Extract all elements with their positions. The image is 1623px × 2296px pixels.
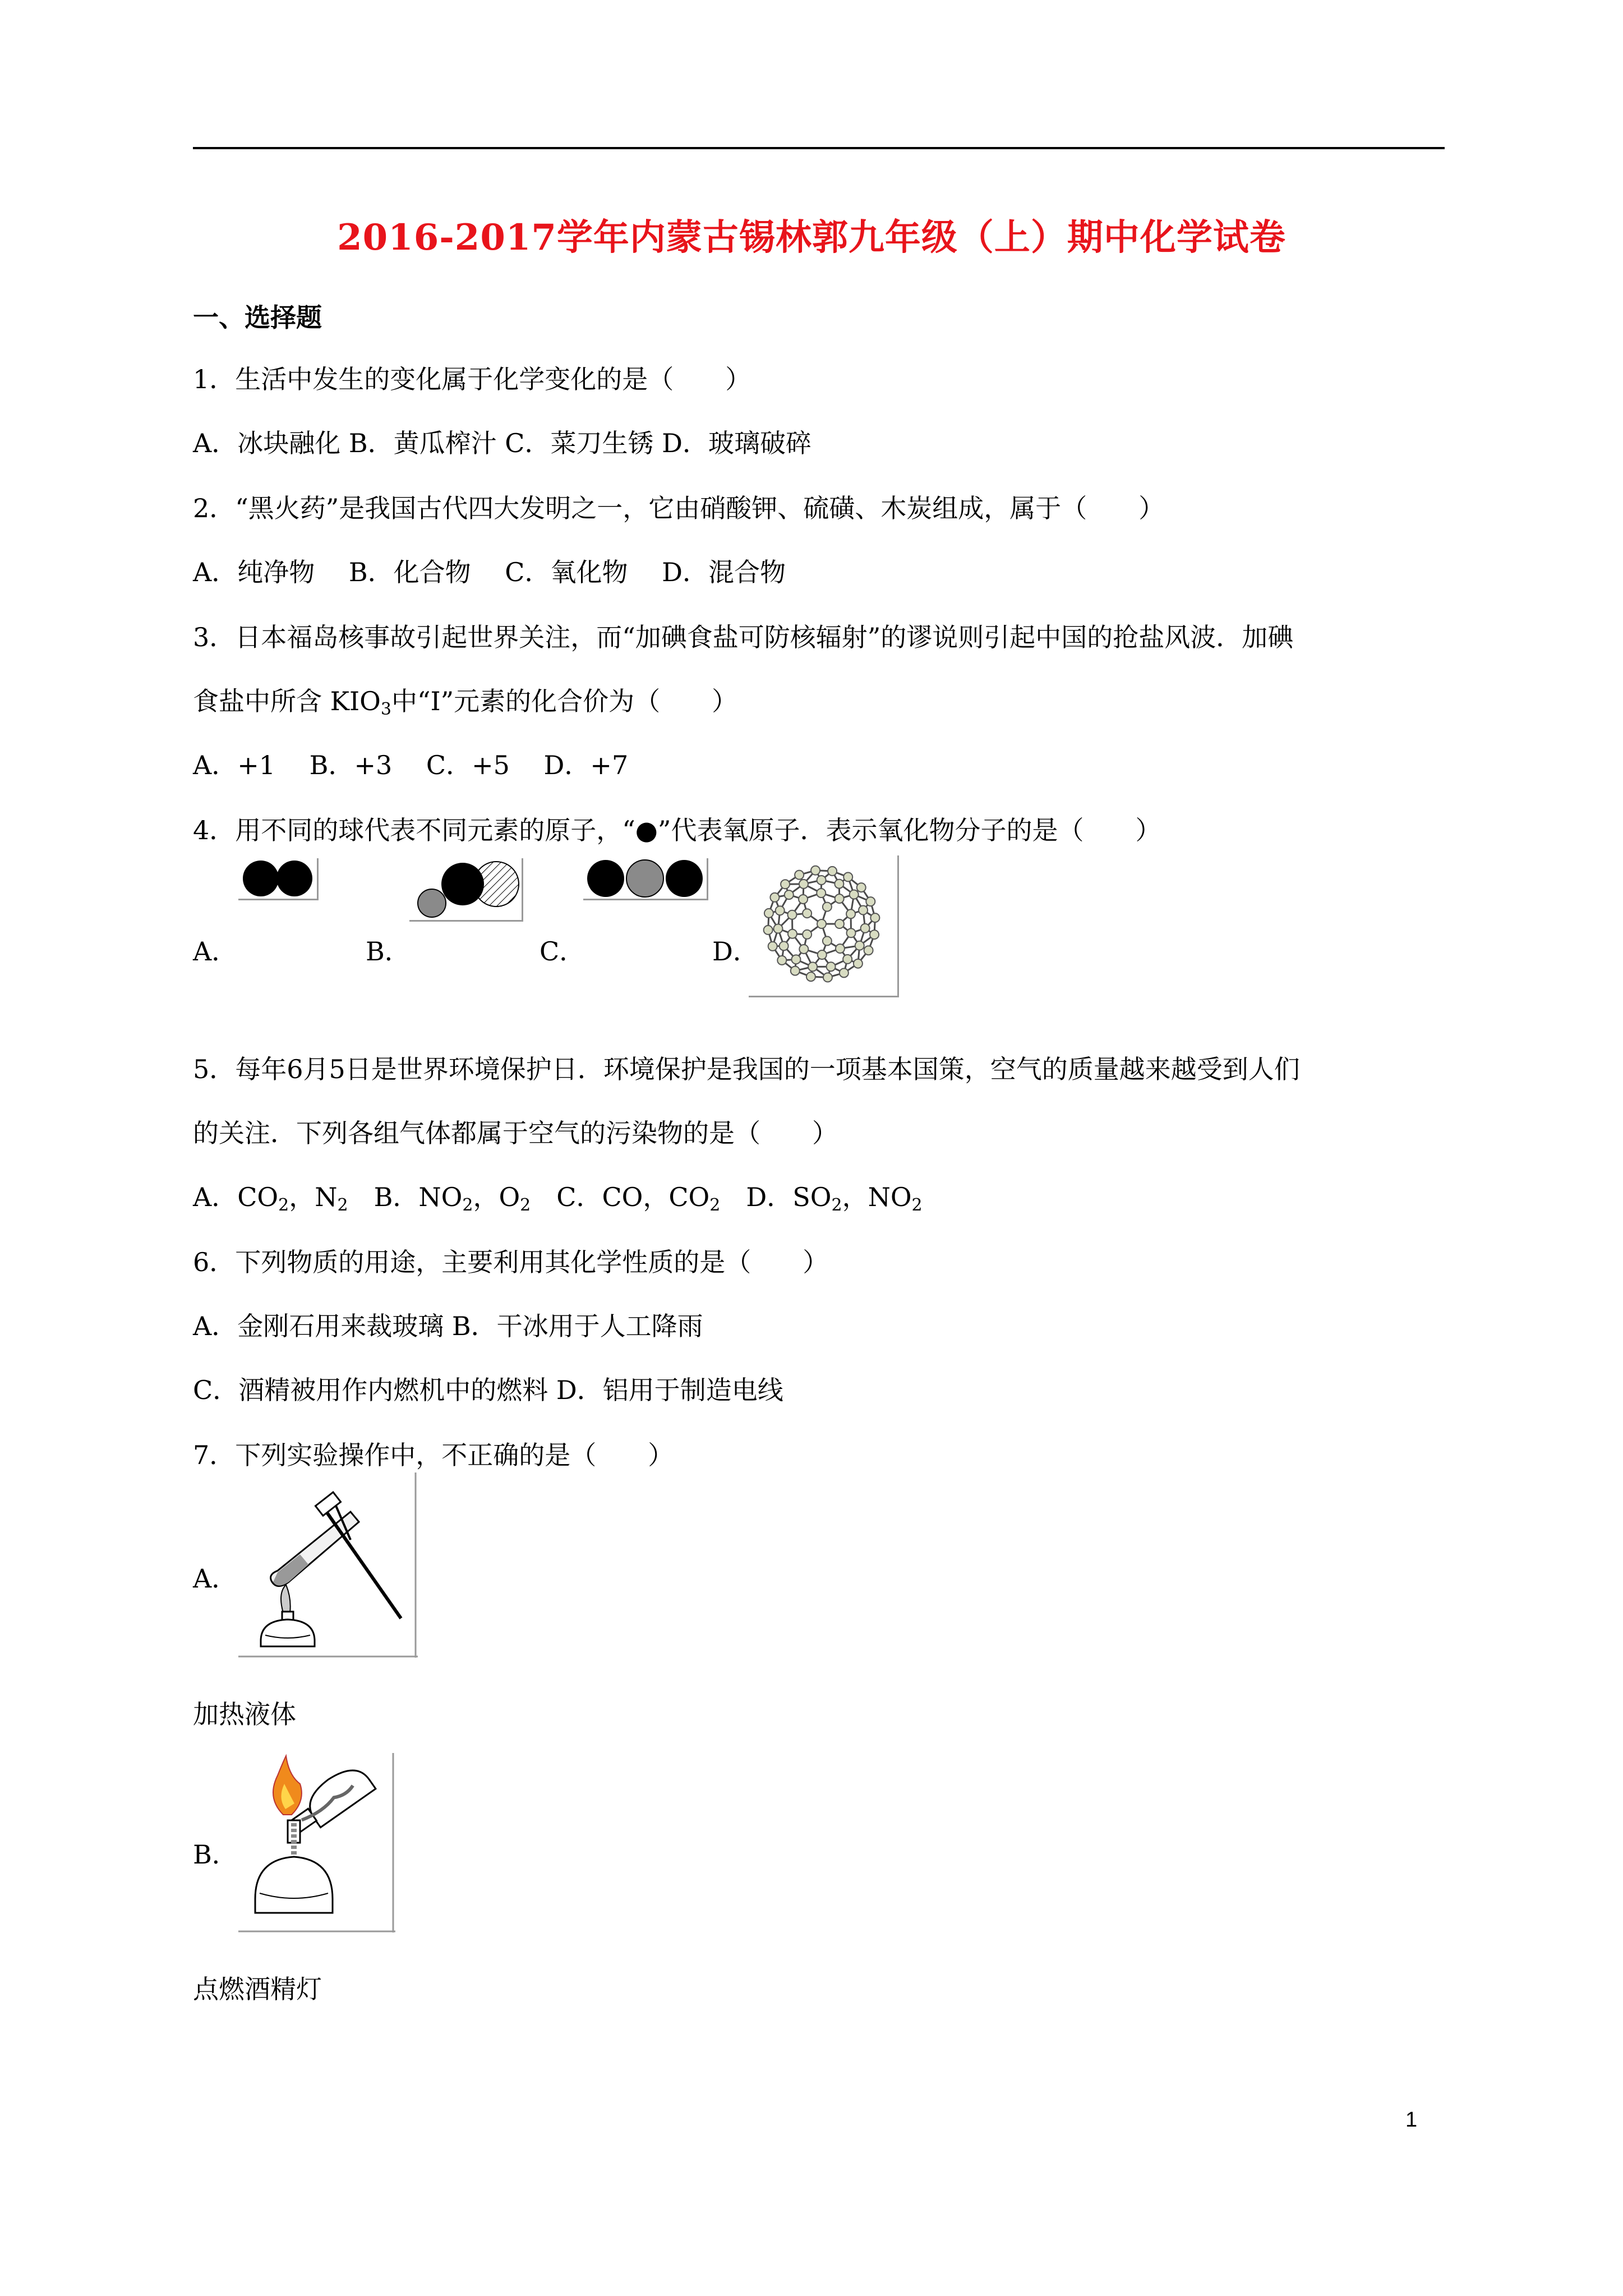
q3-stem-line1: 3．日本福岛核事故引起世界关注，而“加碘食盐可防核辐射”的谬说则引起中国的抢盐风波．加碘 xyxy=(193,622,1294,652)
q3-options: A．+1 B．+3 C．+5 D．+7 xyxy=(193,750,629,780)
q5-stem-line2: 的关注．下列各组气体都属于空气的污染物的是（ ） xyxy=(193,1118,838,1148)
q4-label-c: C． xyxy=(540,936,585,967)
q7-stem: 7．下列实验操作中，不正确的是（ ） xyxy=(193,1440,674,1470)
q4-stem: 4．用不同的球代表不同元素的原子，“●”代表氧原子．表示氧化物分子的是（ ） xyxy=(193,815,1161,845)
q7-label-b: B． xyxy=(193,1839,238,1870)
header-rule xyxy=(193,147,1445,149)
q2-stem: 2．“黑火药”是我国古代四大发明之一，它由硝酸钾、硫磺、木炭组成，属于（ ） xyxy=(193,493,1165,523)
q7-caption-a: 加热液体 xyxy=(193,1699,296,1729)
q7-figure-a xyxy=(238,1473,418,1658)
q6-stem: 6．下列物质的用途，主要利用其化学性质的是（ ） xyxy=(193,1247,829,1277)
q4-figure-c xyxy=(583,858,708,900)
page-number: 1 xyxy=(1405,2108,1418,2132)
q4-figure-b xyxy=(409,858,523,922)
q3-stem-line2: 食盐中所含 $KIO_3$中“I”元素的化合价为（ ） xyxy=(193,686,738,719)
q1-options: A．冰块融化 B．黄瓜榨汁 C．菜刀生锈 D．玻璃破碎 xyxy=(193,428,811,458)
q6-options-line1: A．金刚石用来裁玻璃 B．干冰用于人工降雨 xyxy=(193,1311,703,1341)
q7-label-a: A． xyxy=(193,1563,238,1594)
q4-label-a: A． xyxy=(193,936,238,967)
q1-stem: 1．生活中发生的变化属于化学变化的是（ ） xyxy=(193,364,751,394)
q5-options: A．$CO_2$，$N_2$ B．$NO_2$，$O_2$ C．CO，$CO_2$ D．$SO_2$，$NO_2$ xyxy=(193,1182,923,1215)
section-heading: 一、选择题 xyxy=(193,302,322,333)
q4-figure-d-c60 xyxy=(749,855,899,997)
q4-figure-a xyxy=(238,858,319,900)
q4-label-d: D． xyxy=(712,936,759,967)
q7-caption-b: 点燃酒精灯 xyxy=(193,1974,322,2004)
page-title: 2016-2017学年内蒙古锡林郭九年级（上）期中化学试卷 xyxy=(337,217,1286,259)
q6-options-line2: C．酒精被用作内燃机中的燃料 D．铝用于制造电线 xyxy=(193,1375,783,1405)
q5-stem-line1: 5．每年6月5日是世界环境保护日．环境保护是我国的一项基本国策，空气的质量越来越受到人们 xyxy=(193,1054,1300,1084)
q2-options: A．纯净物 B．化合物 C．氧化物 D．混合物 xyxy=(193,557,786,587)
q4-label-b: B． xyxy=(366,936,411,967)
q7-figure-b xyxy=(238,1753,395,1932)
